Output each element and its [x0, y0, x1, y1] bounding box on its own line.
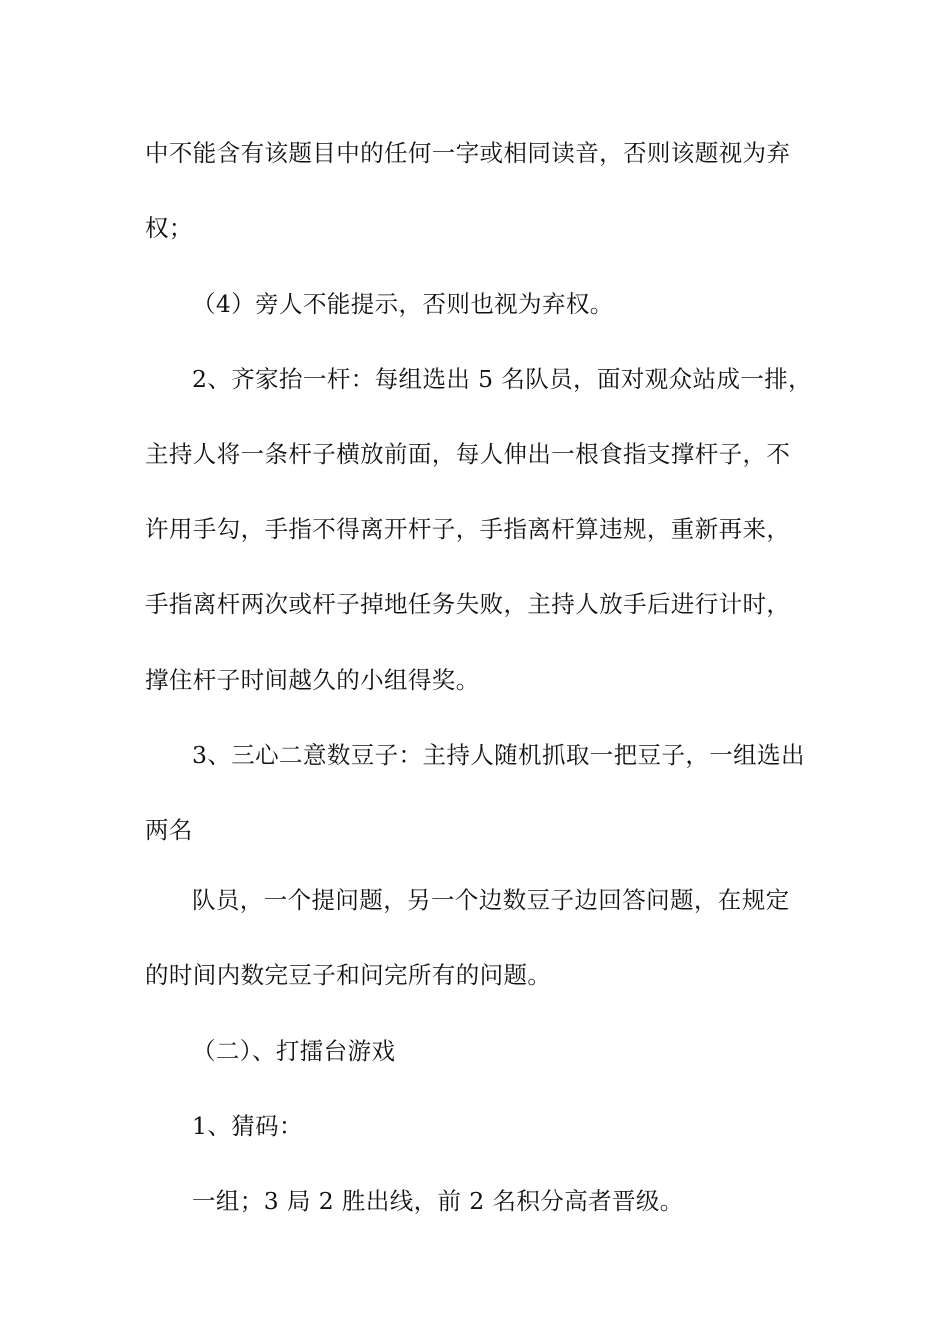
text-line-11: 队员，一个提问题，另一个边数豆子边回答问题，在规定 — [192, 886, 790, 914]
text-line-9: 3、三心二意数豆子：主持人随机抓取一把豆子，一组选出 — [192, 741, 805, 769]
text-line-3: （4）旁人不能提示，否则也视为弃权。 — [192, 290, 614, 318]
text-line-4: 2、齐家抬一杆：每组选出 5 名队员，面对观众站成一排， — [192, 365, 813, 393]
text-line-1: 中不能含有该题目中的任何一字或相同读音，否则该题视为弃 — [145, 139, 791, 167]
text-line-14: 1、猜码： — [192, 1112, 303, 1140]
text-line-6: 许用手勾，手指不得离开杆子，手指离杆算违规，重新再来， — [145, 515, 791, 543]
text-line-12: 的时间内数完豆子和问完所有的问题。 — [145, 961, 552, 989]
text-line-2: 权； — [145, 214, 193, 242]
text-line-10: 两名 — [145, 816, 193, 844]
text-line-15: 一组；3 局 2 胜出线，前 2 名积分高者晋级。 — [192, 1187, 684, 1215]
text-line-5: 主持人将一条杆子横放前面，每人伸出一根食指支撑杆子，不 — [145, 440, 791, 468]
text-line-13: （二）、打擂台游戏 — [192, 1037, 396, 1065]
text-line-8: 撑住杆子时间越久的小组得奖。 — [145, 666, 480, 694]
text-line-7: 手指离杆两次或杆子掉地任务失败，主持人放手后进行计时， — [145, 590, 791, 618]
